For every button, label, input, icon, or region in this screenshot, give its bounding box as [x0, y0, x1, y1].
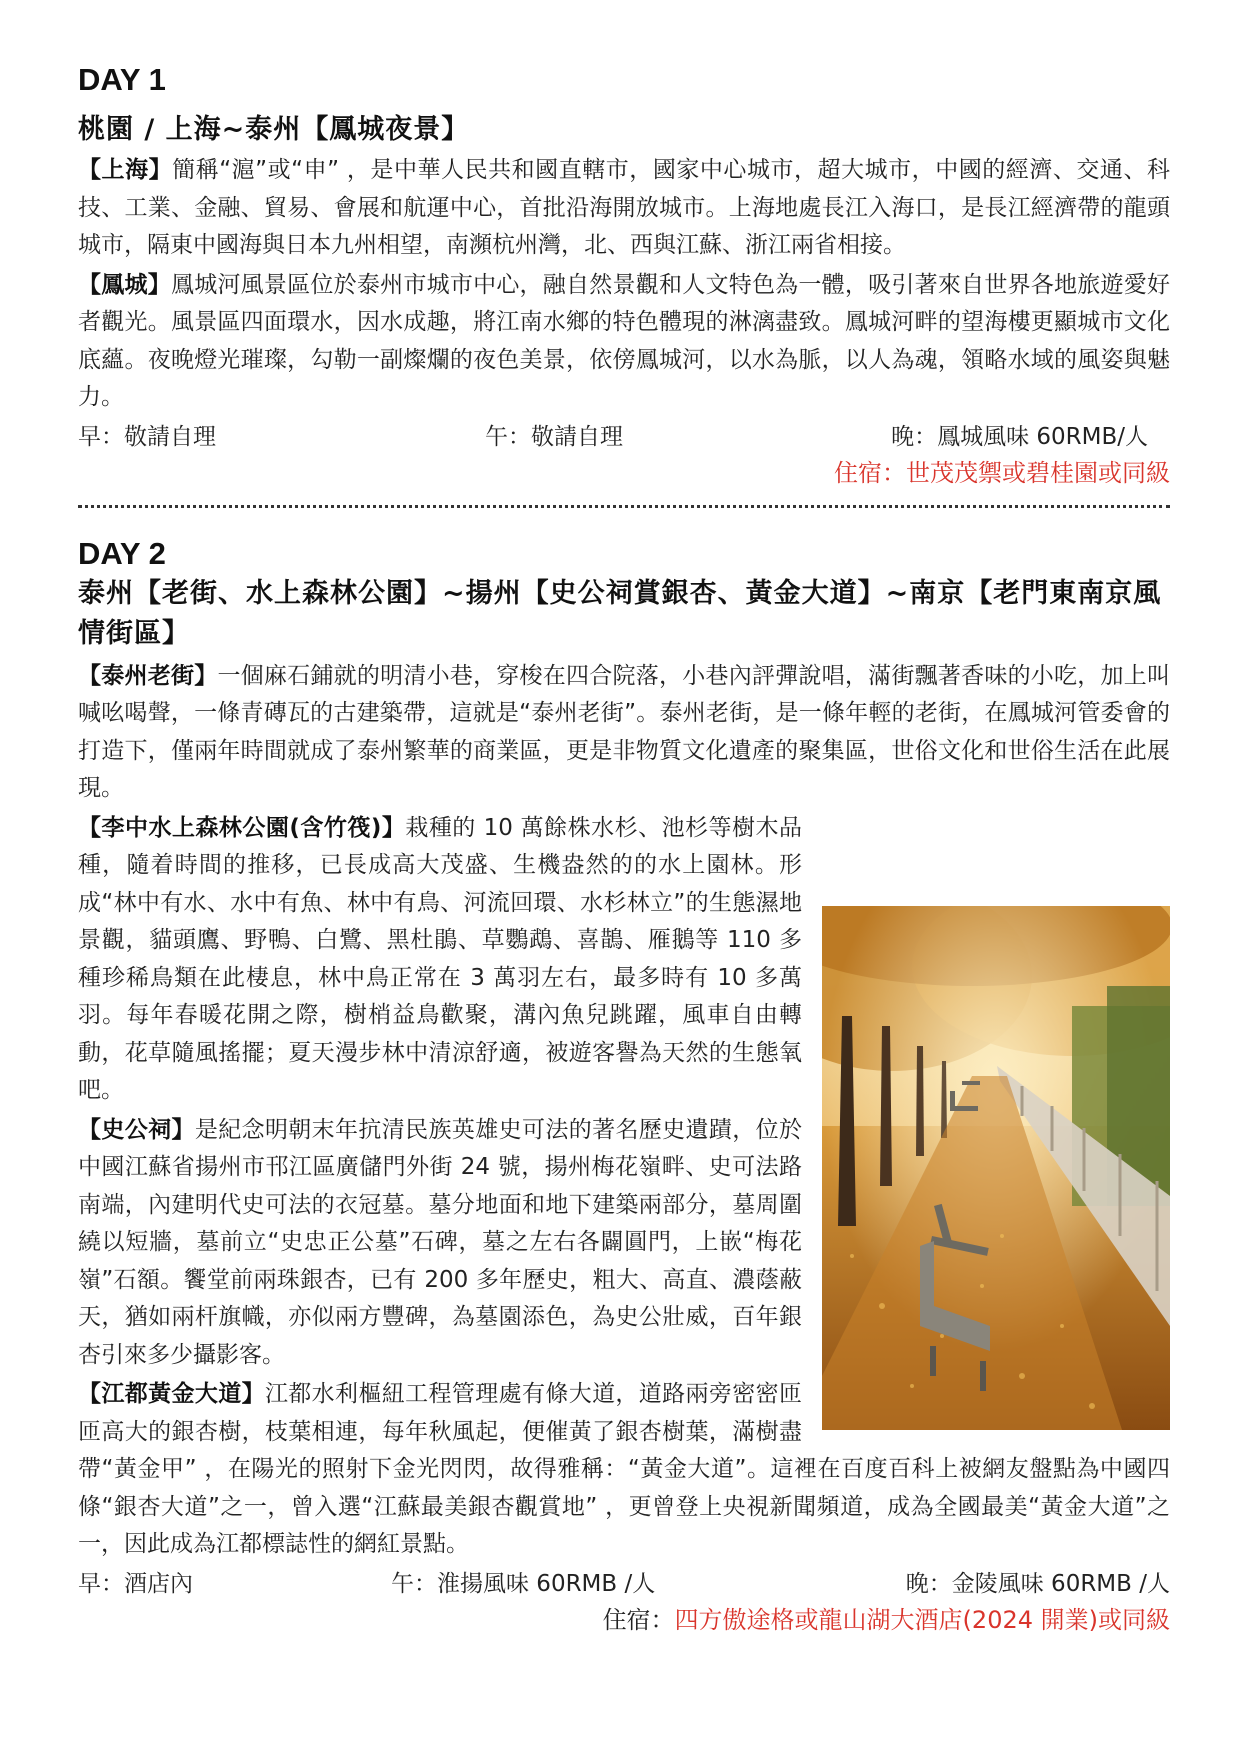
- day-1-shanghai-paragraph: [78, 152, 1170, 265]
- section-divider: [78, 505, 1170, 508]
- day-2-forest-park-text: 栽種的 10 萬餘株水杉、池杉等樹木品種，隨着時間的推移，已長成高大茂盛、生機盎然的的水上園林。形成“林中有水、水中有魚、林中有鳥、河流回環、水杉林立”的生態濕地景觀，貓頭鷹、野鴨、白鷺、黑杜鵑、草鸚鵡、喜鵲、雁鵝等 110 多種珍稀鳥類在此棲息，林中鳥正常在 3 萬羽左右，最多時有 10 多萬羽。每年春暖花開之際，樹梢益鳥歡聚，溝內魚兒跳躍，風車自由轉動，花草隨風搖擺；夏天漫步林中清涼舒適，被遊客譽為天然的生態氧吧。: [78, 814, 802, 1103]
- day-1-breakfast: 早：敬請自理: [78, 423, 216, 450]
- day-1-fengcheng-heading: 【鳳城】: [78, 271, 171, 298]
- day-2-lunch: 午：淮揚風味 60RMB /人: [391, 1570, 656, 1597]
- day-2-label: DAY 2: [78, 535, 166, 571]
- day-2-taizhou-heading: 【泰州老街】: [78, 662, 218, 689]
- day-1-lodging: [78, 455, 1170, 491]
- ginkgo-avenue-illustration: [822, 906, 1170, 1430]
- day-2-lodging-label: 住宿：: [602, 1605, 675, 1634]
- day-2-breakfast: 早：酒店內: [78, 1570, 193, 1597]
- day-2-lodging: [78, 1602, 1170, 1638]
- day-1-meals: [78, 419, 1170, 455]
- day-1-shanghai-text: 簡稱“滬”或“申” ，是中華人民共和國直轄市，國家中心城市，超大城市，中國的經濟、交通、科技、工業、金融、貿易、會展和航運中心，首批沿海開放城市。上海地處長江入海口，是長江經濟帶的龍頭城市，隔東中國海與日本九州相望，南瀕杭州灣，北、西與江蘇、浙江兩省相接。: [78, 157, 1171, 258]
- day-2-taizhou-paragraph: [78, 658, 1170, 808]
- day-1-lodging-value: 住宿：世茂茂禦或碧桂園或同級: [834, 458, 1170, 487]
- ginkgo-avenue-photo: [822, 906, 1170, 1430]
- day-1-fengcheng-text: 鳳城河風景區位於泰州市城市中心，融自然景觀和人文特色為一體，吸引著來自世界各地旅遊愛好者觀光。風景區四面環水，因水成趣，將江南水鄉的特色體現的淋漓盡致。鳳城河畔的望海樓更顯城市文化底蘊。夜晚燈光璀璨，勾勒一副燦爛的夜色美景，依傍鳳城河，以水為脈，以人為魂，領略水域的風姿與魅力。: [78, 271, 1171, 410]
- day-1-label: DAY 1: [78, 62, 166, 97]
- day-2-title: 泰州【老街、水上森林公園】~揚州【史公祠賞銀杏、黃金大道】~南京【老門東南京風情街區】: [78, 577, 1162, 649]
- day-1-dinner: 晚：鳳城風味 60RMB/人: [891, 423, 1148, 450]
- day-2-shigongci-text: 是紀念明朝末年抗清民族英雄史可法的著名歷史遺蹟，位於中國江蘇省揚州市邗江區廣儲門外街 24 號，揚州梅花嶺畔、史可法路南端，內建明代史可法的衣冠墓。墓分地面和地下建築兩部分，墓周圍繞以短牆，墓前立“史忠正公墓”石碑，墓之左右各闢圓門，上嵌“梅花嶺”石額。饗堂前兩珠銀杏，已有 200 多年歷史，粗大、高直、濃蔭蔽天，猶如兩杆旗幟，亦似兩方豐碑，為墓園添色，為史公壯威，百年銀杏引來多少攝影客。: [78, 1116, 803, 1368]
- day-2-forest-park-heading: 【李中水上森林公園(含竹筏)】: [78, 814, 406, 841]
- day-2-lodging-value: 四方傲途格或龍山湖大酒店(2024 開業)或同級: [674, 1605, 1170, 1634]
- day-1-shanghai-heading: 【上海】: [78, 157, 173, 183]
- day-2-shigongci-heading: 【史公祠】: [78, 1116, 195, 1143]
- day-2-taizhou-text: 一個麻石鋪就的明清小巷，穿梭在四合院落，小巷內評彈說唱，滿街飄著香味的小吃，加上叫喊吆喝聲，一條青磚瓦的古建築帶，這就是“泰州老街”。泰州老街，是一條年輕的老街，在鳳城河管委會的打造下，僅兩年時間就成了泰州繁華的商業區，更是非物質文化遺產的聚集區，世俗文化和世俗生活在此展現。: [78, 662, 1171, 801]
- day-2-golden-avenue-text: 江都水利樞紐工程管理處有條大道，道路兩旁密密匝匝高大的銀杏樹，枝葉相連，每年秋風起，便催黃了銀杏樹葉，滿樹盡帶“黃金甲” ，在陽光的照射下金光閃閃，故得雅稱：“黃金大道”。這裡在百度百科上被網友盤點為中國四條“銀杏大道”之一，曾入選“江蘇最美銀杏觀賞地” ，更曾登上央視新聞頻道，成為全國最美“黃金大道”之一，因此成為江都標誌性的網紅景點。: [78, 1381, 1170, 1557]
- day-1-fengcheng-paragraph: [78, 267, 1170, 417]
- day-2-section: [78, 534, 1170, 1638]
- day-1-section: [78, 60, 1170, 491]
- day-1-lunch: 午：敬請自理: [485, 423, 623, 450]
- itinerary-page: [78, 60, 1170, 1638]
- day-2-golden-avenue-heading: 【江都黃金大道】: [78, 1381, 265, 1407]
- day-1-title: 桃園 / 上海~泰州【鳳城夜景】: [78, 114, 470, 145]
- day-2-meals: [78, 1566, 1170, 1602]
- day-2-dinner: 晚：金陵風味 60RMB /人: [905, 1570, 1170, 1597]
